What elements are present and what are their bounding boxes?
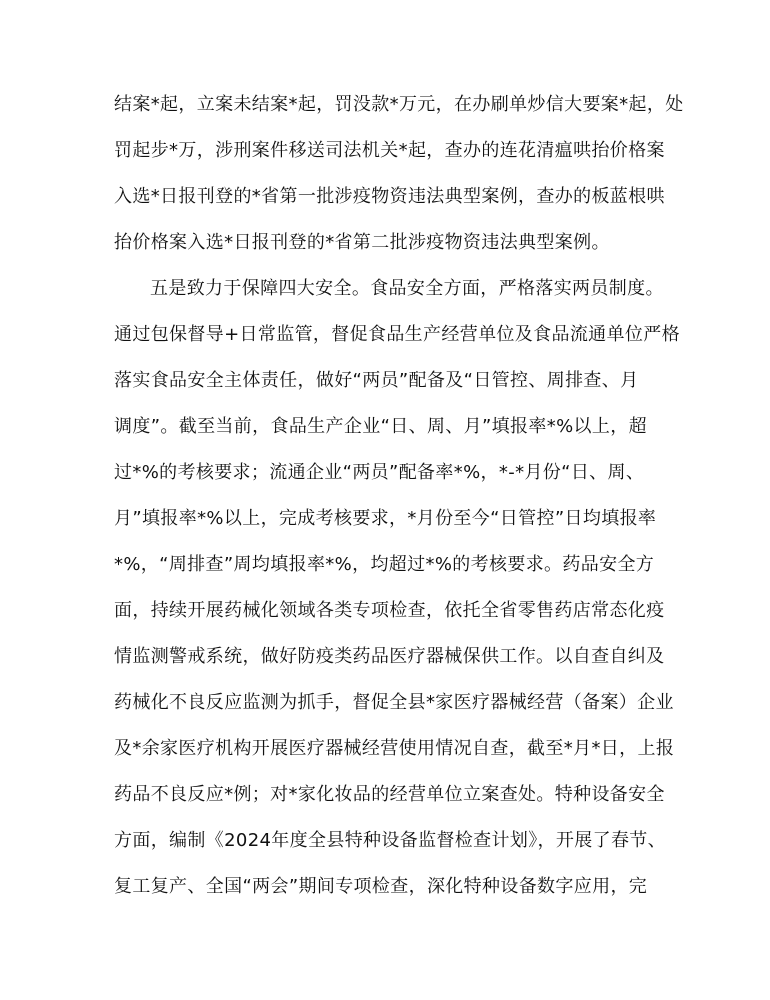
- text-line-16: 药品不良反应*例；对*家化妆品的经营单位立案查处。特种设备安全: [114, 784, 665, 805]
- text-line-3: 入选*日报刊登的*省第一批涉疫物资违法典型案例，查办的板蓝根哄: [114, 186, 665, 207]
- text-line-15: 及*余家医疗机构开展医疗器械经营使用情况自查，截至*月*日，上报: [114, 738, 675, 759]
- text-line-10: 月”填报率*%以上，完成考核要求，*月份至今“日管控”日均填报率: [114, 508, 657, 529]
- text-line-14: 药械化不良反应监测为抓手，督促全县*家医疗器械经营（备案）企业: [114, 692, 674, 713]
- text-line-18: 复工复产、全国“两会”期间专项检查，深化特种设备数字应用，完: [114, 876, 648, 897]
- text-line-13: 情监测警戒系统，做好防疫类药品医疗器械保供工作。以自查自纠及: [114, 646, 665, 667]
- paragraph-2-first-line: 五是致力于保障四大安全。食品安全方面，严格落实两员制度。: [150, 278, 664, 299]
- text-line-8: 调度”。截至当前，食品生产企业“日、周、月”填报率*%以上，超: [114, 416, 647, 437]
- text-line-12: 面，持续开展药械化领域各类专项检查，依托全省零售药店常态化疫: [114, 600, 665, 621]
- text-line-2: 罚起步*万，涉刑案件移送司法机关*起，查办的连花清瘟哄抬价格案: [114, 140, 665, 161]
- text-line-9: 过*%的考核要求；流通企业“两员”配备率*%，*-*月份“日、周、: [114, 462, 645, 483]
- text-line-7: 落实食品安全主体责任，做好“两员”配备及“日管控、周排查、月: [114, 370, 639, 391]
- text-line-11: *%，“周排查”周均填报率*%，均超过*%的考核要求。药品安全方: [114, 554, 655, 575]
- text-line-17: 方面，编制《2024年度全县特种设备监督检查计划》，开展了春节、: [114, 830, 667, 851]
- text-line-4: 抬价格案入选*日报刊登的*省第二批涉疫物资违法典型案例。: [114, 232, 610, 253]
- text-line-1: 结案*起，立案未结案*起，罚没款*万元，在办刷单炒信大要案*起，处: [114, 94, 684, 115]
- text-line-6: 通过包保督导+日常监管，督促食品生产经营单位及食品流通单位严格: [114, 324, 680, 345]
